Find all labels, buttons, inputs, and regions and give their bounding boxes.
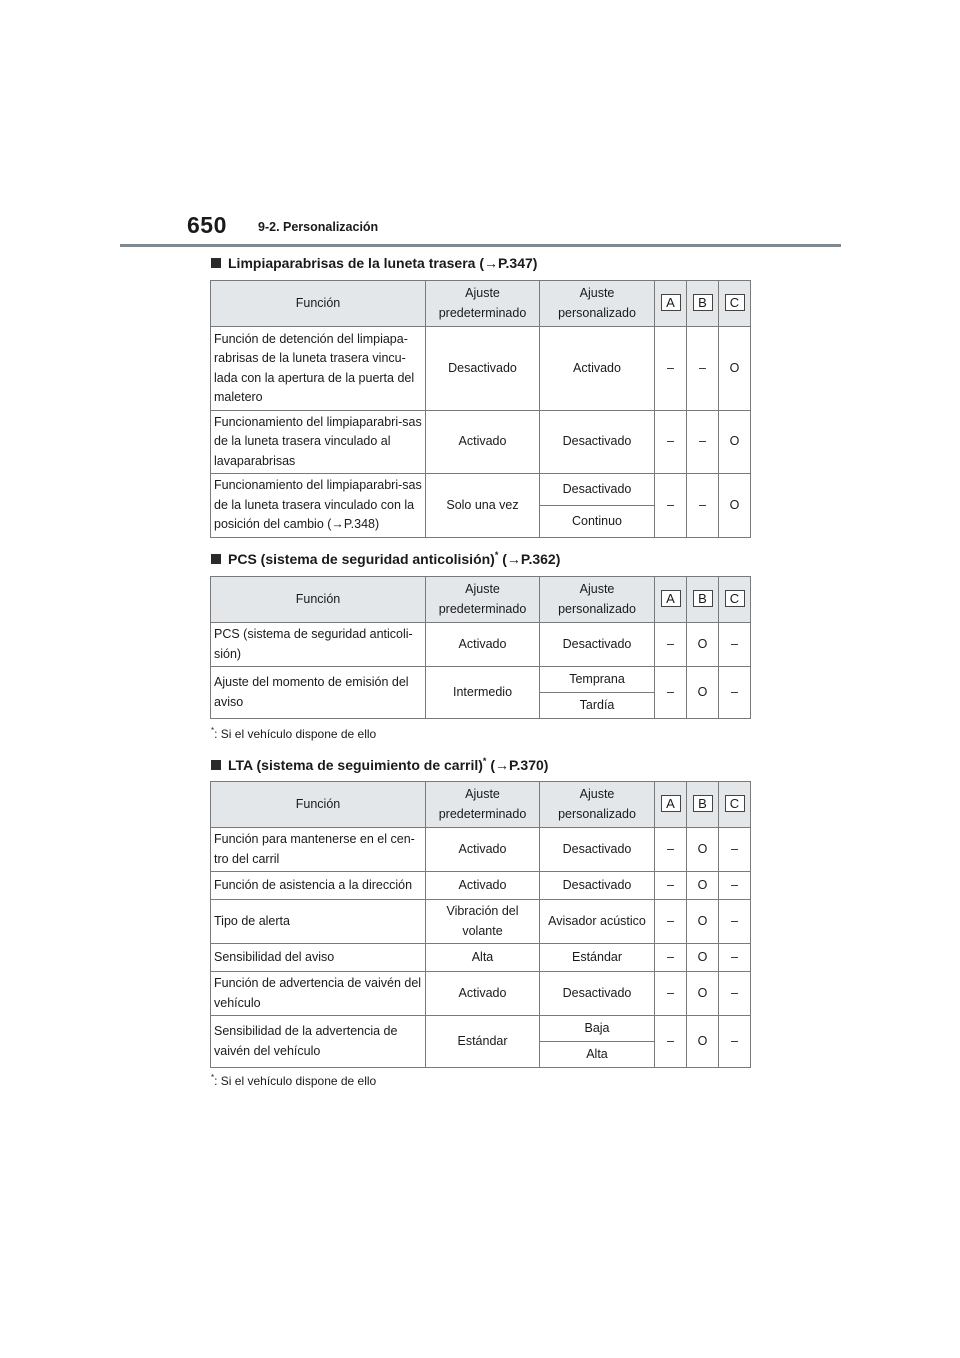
c-cell: – (719, 900, 751, 944)
letter-c-icon: C (725, 795, 745, 812)
column-header-function: Función (211, 577, 426, 623)
column-header-custom: Ajuste personalizado (540, 577, 655, 623)
default-cell: Desactivado (426, 327, 540, 411)
column-header-function: Función (211, 782, 426, 828)
default-cell: Activado (426, 972, 540, 1016)
chapter-title: 9-2. Personalización (258, 220, 379, 234)
function-cell: PCS (sistema de seguridad anticoli-sión) (211, 623, 426, 667)
table-row (211, 667, 751, 693)
column-header-custom: Ajuste personalizado (540, 281, 655, 327)
letter-b-icon: B (693, 795, 713, 812)
a-cell: – (655, 900, 687, 944)
a-cell: – (655, 327, 687, 411)
function-cell: Sensibilidad del aviso (211, 944, 426, 972)
default-cell: Activado (426, 872, 540, 900)
table-row (211, 944, 751, 972)
a-cell: – (655, 944, 687, 972)
function-cell: Función de asistencia a la dirección (211, 872, 426, 900)
function-cell: Sensibilidad de la advertencia de vaivén del vehículo (211, 1016, 426, 1068)
table-row (211, 623, 751, 667)
footnote-text: : Si el vehículo dispone de ello (214, 1074, 377, 1088)
table-row (211, 828, 751, 872)
function-cell: Funcionamiento del limpiaparabri-sas de la luneta trasera vinculado con la posición del cambio (→P.348) (211, 474, 426, 538)
a-cell: – (655, 872, 687, 900)
b-cell: – (687, 327, 719, 411)
page-reference: (→P.370) (486, 757, 549, 773)
header-rule (120, 244, 841, 247)
letter-b-icon: B (693, 590, 713, 607)
function-cell: Tipo de alerta (211, 900, 426, 944)
table-header-row (211, 577, 751, 623)
section-title: LTA (sistema de seguimiento de carril) (228, 757, 483, 773)
custom-cell: Baja (540, 1016, 655, 1042)
footnote-mark: * (211, 1073, 215, 1082)
column-header-b (687, 281, 719, 327)
c-cell: O (719, 327, 751, 411)
letter-a-icon: A (661, 590, 681, 607)
table-row (211, 327, 751, 411)
custom-cell: Avisador acústico (540, 900, 655, 944)
column-header-default: Ajuste predeterminado (426, 782, 540, 828)
table-row (211, 972, 751, 1016)
settings-table-rear-wiper (210, 280, 751, 538)
custom-cell: Desactivado (540, 828, 655, 872)
c-cell: – (719, 623, 751, 667)
column-header-function: Función (211, 281, 426, 327)
asterisk-mark: * (482, 756, 487, 766)
custom-cell: Desactivado (540, 474, 655, 506)
table-row (211, 1016, 751, 1042)
c-cell: O (719, 411, 751, 474)
bullet-square-icon (211, 554, 221, 564)
custom-cell: Estándar (540, 944, 655, 972)
page-number: 650 (187, 212, 227, 238)
b-cell: O (687, 900, 719, 944)
column-header-c (719, 782, 751, 828)
table-row (211, 474, 751, 506)
column-header-custom: Ajuste personalizado (540, 782, 655, 828)
column-header-default: Ajuste predeterminado (426, 281, 540, 327)
default-cell: Activado (426, 828, 540, 872)
bullet-square-icon (211, 760, 221, 770)
table-row (211, 411, 751, 474)
custom-cell: Desactivado (540, 972, 655, 1016)
function-cell: Funcionamiento del limpiaparabri-sas de la luneta trasera vinculado al lavaparabrisas (211, 411, 426, 474)
settings-table-pcs (210, 576, 751, 719)
column-header-b (687, 782, 719, 828)
c-cell: – (719, 667, 751, 719)
b-cell: O (687, 667, 719, 719)
a-cell: – (655, 972, 687, 1016)
default-cell: Vibración del volante (426, 900, 540, 944)
section-title: Limpiaparabrisas de la luneta trasera (→P.347) (228, 255, 538, 271)
b-cell: O (687, 872, 719, 900)
column-header-b (687, 577, 719, 623)
footnote (211, 1073, 376, 1088)
bullet-square-icon (211, 258, 221, 268)
custom-cell: Temprana (540, 667, 655, 693)
letter-c-icon: C (725, 590, 745, 607)
custom-cell: Activado (540, 327, 655, 411)
default-cell: Intermedio (426, 667, 540, 719)
letter-a-icon: A (661, 294, 681, 311)
table-header-row (211, 782, 751, 828)
table-row (211, 900, 751, 944)
table-header-row (211, 281, 751, 327)
column-header-a (655, 577, 687, 623)
letter-a-icon: A (661, 795, 681, 812)
function-cell: Ajuste del momento de emisión del aviso (211, 667, 426, 719)
b-cell: – (687, 474, 719, 538)
b-cell: O (687, 972, 719, 1016)
letter-b-icon: B (693, 294, 713, 311)
footnote-text: : Si el vehículo dispone de ello (214, 727, 377, 741)
c-cell: O (719, 474, 751, 538)
column-header-a (655, 782, 687, 828)
b-cell: O (687, 1016, 719, 1068)
function-cell: Función para mantenerse en el cen-tro del carril (211, 828, 426, 872)
column-header-c (719, 577, 751, 623)
table-row (211, 872, 751, 900)
default-cell: Activado (426, 623, 540, 667)
a-cell: – (655, 1016, 687, 1068)
b-cell: O (687, 623, 719, 667)
settings-table-lta (210, 781, 751, 1068)
custom-cell: Alta (540, 1042, 655, 1068)
c-cell: – (719, 944, 751, 972)
default-cell: Activado (426, 411, 540, 474)
page-reference: (→P.362) (498, 551, 561, 567)
a-cell: – (655, 667, 687, 719)
b-cell: O (687, 828, 719, 872)
b-cell: – (687, 411, 719, 474)
c-cell: – (719, 1016, 751, 1068)
custom-cell: Desactivado (540, 411, 655, 474)
c-cell: – (719, 972, 751, 1016)
column-header-default: Ajuste predeterminado (426, 577, 540, 623)
custom-cell: Tardía (540, 693, 655, 719)
section-heading-lta (211, 756, 548, 773)
section-heading-pcs (211, 550, 560, 567)
column-header-a (655, 281, 687, 327)
a-cell: – (655, 623, 687, 667)
default-cell: Estándar (426, 1016, 540, 1068)
default-cell: Alta (426, 944, 540, 972)
function-cell: Función de advertencia de vaivén del vehículo (211, 972, 426, 1016)
custom-cell: Desactivado (540, 623, 655, 667)
section-title: PCS (sistema de seguridad anticolisión) (228, 551, 495, 567)
letter-c-icon: C (725, 294, 745, 311)
b-cell: O (687, 944, 719, 972)
a-cell: – (655, 411, 687, 474)
a-cell: – (655, 828, 687, 872)
column-header-c (719, 281, 751, 327)
function-cell: Función de detención del limpiapa-rabrisas de la luneta trasera vincu-lada con la apertura de la puerta del maletero (211, 327, 426, 411)
c-cell: – (719, 872, 751, 900)
asterisk-mark: * (494, 550, 499, 560)
a-cell: – (655, 474, 687, 538)
c-cell: – (719, 828, 751, 872)
section-heading-rear-wiper (211, 255, 537, 271)
footnote (211, 726, 376, 741)
custom-cell: Desactivado (540, 872, 655, 900)
default-cell: Solo una vez (426, 474, 540, 538)
custom-cell: Continuo (540, 506, 655, 538)
footnote-mark: * (211, 726, 215, 735)
